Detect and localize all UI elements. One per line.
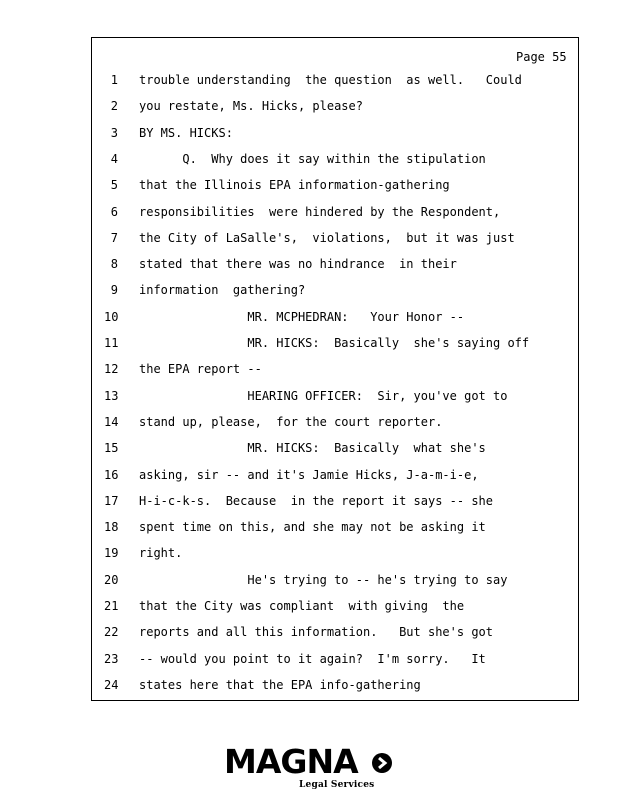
line-text: trouble understanding the question as well. Could (139, 73, 522, 87)
line-text: spent time on this, and she may not be asking it (139, 520, 486, 535)
line-number: 8 (110, 257, 118, 272)
line-text: MR. HICKS: Basically what she's (139, 441, 486, 456)
logo-subtitle: Legal Services (299, 780, 375, 790)
line-text: H-i-c-k-s. Because in the report it says -- she (139, 493, 494, 508)
line-number: 11 (104, 336, 119, 350)
line-number: 2 (110, 99, 118, 114)
line-text: Q. Why does it say within the stipulation (139, 151, 486, 166)
line-text: states here that the EPA info-gathering (139, 677, 421, 692)
line-text: asking, sir -- and it's Jamie Hicks, J-a-m-i-e, (139, 467, 479, 482)
line-number: 17 (104, 493, 119, 508)
line-text: information gathering? (139, 283, 306, 298)
line-number: 21 (104, 599, 119, 613)
line-number: 10 (104, 309, 119, 324)
line-text: -- would you point to it again? I'm sorry. It (139, 651, 486, 666)
line-number: 4 (110, 151, 118, 166)
line-number: 12 (104, 362, 119, 377)
line-text: right. (139, 546, 183, 561)
line-number: 15 (104, 441, 119, 456)
line-text: MR. MCPHEDRAN: Your Honor -- (139, 309, 465, 324)
line-number: 23 (104, 651, 119, 666)
line-text: reports and all this information. But she's got (139, 625, 494, 640)
line-text: the City of LaSalle's, violations, but it was just (139, 230, 515, 245)
line-text: HEARING OFFICER: Sir, you've got to (139, 388, 508, 403)
line-number: 22 (104, 625, 119, 640)
line-number: 1 (110, 73, 118, 87)
line-number: 13 (104, 388, 119, 403)
line-number: 18 (104, 520, 119, 535)
line-text: MR. HICKS: Basically she's saying off (139, 336, 530, 350)
line-text: that the City was compliant with giving the (139, 599, 465, 613)
line-text: that the Illinois EPA information-gathering (139, 178, 450, 193)
line-text: He's trying to -- he's trying to say (139, 572, 508, 587)
chevron-right-circle-icon (372, 753, 392, 773)
line-number: 7 (110, 230, 118, 245)
line-text: BY MS. HICKS: (139, 125, 233, 140)
line-text: the EPA report -- (139, 362, 262, 377)
line-text: responsibilities were hindered by the Respondent, (139, 204, 501, 219)
line-number: 19 (104, 546, 119, 561)
line-number: 3 (110, 125, 118, 140)
line-number: 5 (110, 178, 118, 193)
line-number: 9 (110, 283, 118, 298)
line-number: 16 (104, 467, 119, 482)
logo-wordmark: MAGNA (224, 742, 358, 781)
line-text: you restate, Ms. Hicks, please? (139, 99, 363, 114)
line-number: 20 (104, 572, 119, 587)
line-number: 14 (104, 414, 119, 429)
line-text: stated that there was no hindrance in their (139, 257, 457, 272)
line-text: stand up, please, for the court reporter. (139, 414, 443, 429)
line-number: 24 (104, 677, 119, 692)
page-number: Page 55 (516, 50, 567, 64)
line-number: 6 (110, 204, 118, 219)
magna-logo (224, 744, 400, 792)
